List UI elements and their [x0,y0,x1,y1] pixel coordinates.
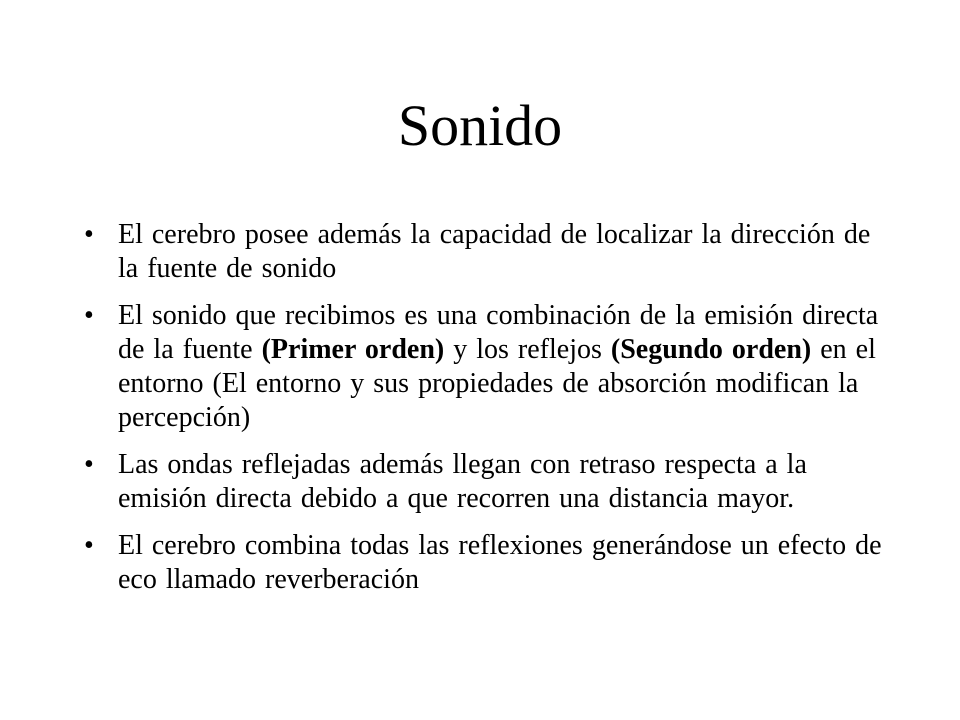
slide-title: Sonido [397,93,563,158]
bullet-emphasis: (Segundo orden) [610,334,812,365]
bullet-item-4 [84,529,894,597]
bullet-text-part: en el entorno (El entorno y sus propiedades de absorción modifican la percepción) [118,334,876,433]
bullet-icon: • [84,300,94,331]
bullet-text-part: El sonido que recibimos es una combinación de la emisión directa de la fuente [118,300,879,365]
bullet-icon: • [84,449,94,480]
bullet-emphasis: (Primer orden) [261,334,445,365]
bullet-text-part: y los reflejos [444,334,611,365]
bullet-icon: • [84,219,94,250]
bullet-text: El cerebro combina todas las reflexiones generándose un efecto de eco llamado reverberación [118,530,882,595]
bullet-item-1 [84,218,894,286]
bullet-item-3 [84,448,894,516]
bullet-text: El cerebro posee además la capacidad de localizar la dirección de la fuente de sonido [118,219,871,284]
bullet-item-2 [84,299,894,435]
bullet-text: Las ondas reflejadas además llegan con retraso respecta a la emisión directa debido a que recorren una distancia mayor. [118,449,807,514]
bullet-icon: • [84,530,94,561]
bullet-list [84,218,894,610]
